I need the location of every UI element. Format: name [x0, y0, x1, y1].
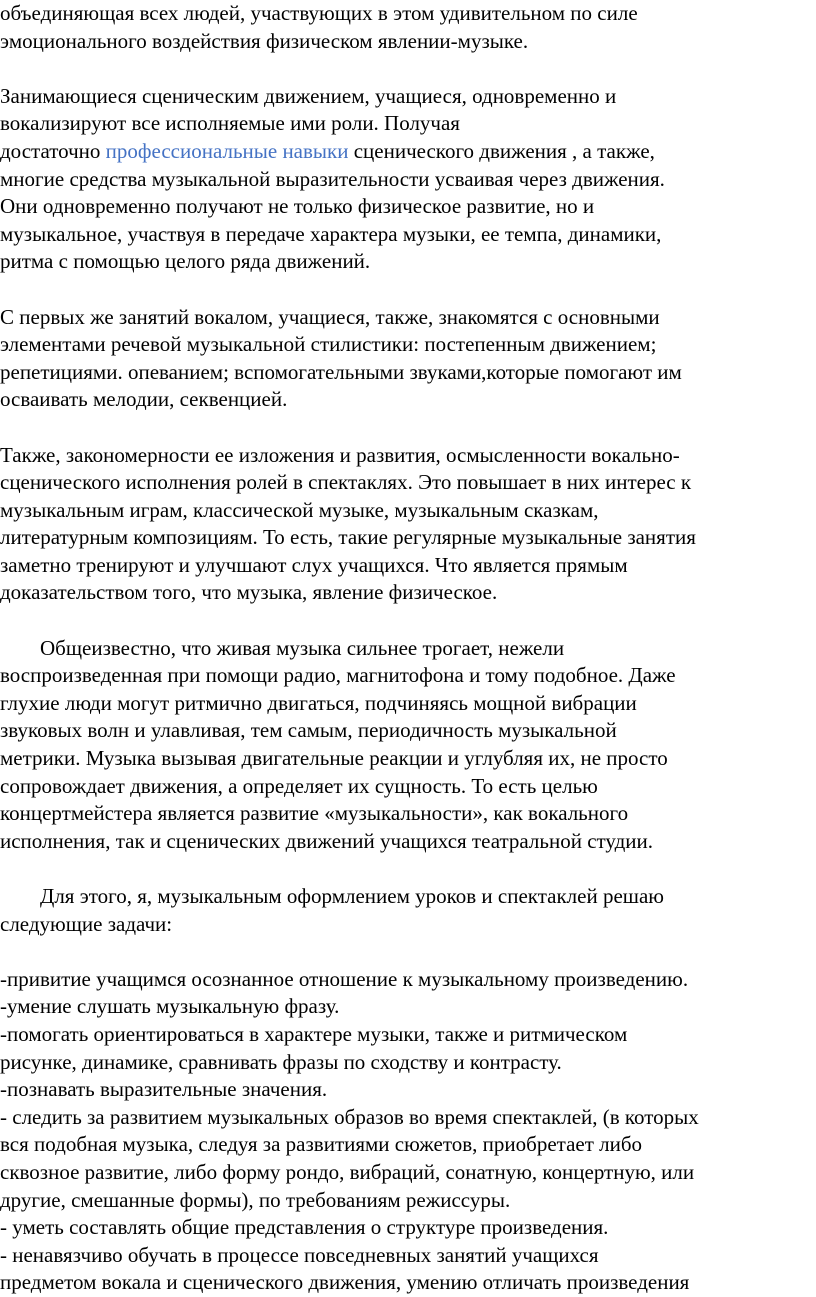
text-line: сопровождает движения, а определяет их сущность. То есть целью: [0, 773, 598, 798]
text-line: репетициями. опеванием; вспомогательными звуками,которые помогают им: [0, 359, 682, 384]
list-item-continuation: другие, смешанные формы), по требованиям режиссуры.: [0, 1187, 511, 1212]
text-line-indented: Общеизвестно, что живая музыка сильнее трогает, нежели: [40, 635, 565, 660]
text-line: элементами речевой музыкальной стилистики: постепенным движением;: [0, 332, 657, 357]
text-line: Они одновременно получают не только физическое развитие, но и: [0, 194, 595, 219]
text-line: Также, закономерности ее изложения и развития, осмысленности вокально-: [0, 442, 680, 467]
text-line: С первых же занятий вокалом, учащиеся, также, знакомятся с основными: [0, 304, 660, 329]
text-line: концертмейстера является развитие «музыкальности», как вокального: [0, 801, 629, 826]
list-item-continuation: рисунке, динамике, сравнивать фразы по сходству и контрасту.: [0, 1049, 562, 1074]
text-line: звуковых волн и улавливая, тем самым, периодичность музыкальной: [0, 718, 617, 743]
list-item: -помогать ориентироваться в характере музыки, также и ритмическом: [0, 1021, 628, 1046]
list-item-continuation: сквозное развитие, либо форму рондо, вибраций, сонатную, концертную, или: [0, 1159, 695, 1184]
paragraph-1: [0, 0, 816, 55]
text-line: исполнения, так и сценических движений учащихся театральной студии.: [0, 828, 653, 853]
text-line: музыкальное, участвуя в передаче характера музыки, ее темпа, динамики,: [0, 221, 662, 246]
paragraph-5: [0, 635, 816, 856]
link-line-prefix: достаточно: [0, 138, 106, 163]
list-item: -познавать выразительные значения.: [0, 1077, 328, 1102]
list-item: - ненавязчиво обучать в процессе повседневных занятий учащихся: [0, 1242, 599, 1267]
text-line: эмоционального воздействия физическом явлении-музыке.: [0, 28, 529, 53]
text-line: воспроизведенная при помощи радио, магнитофона и тому подобное. Даже: [0, 663, 676, 688]
list-item: -привитие учащимся осознанное отношение к музыкальному произведению.: [0, 966, 689, 991]
text-line-with-link: [0, 138, 816, 166]
text-line: заметно тренируют и улучшают слух учащихся. Что является прямым: [0, 552, 628, 577]
text-line: метрики. Музыка вызывая двигательные реакции и углубляя их, не просто: [0, 746, 668, 771]
paragraph-2: [0, 83, 816, 276]
text-line: глухие люди могут ритмично двигаться, подчиняясь мощной вибрации: [0, 690, 637, 715]
list-item: - уметь составлять общие представления о структуре произведения.: [0, 1215, 609, 1240]
text-line: Занимающиеся сценическим движением, учащиеся, одновременно и: [0, 83, 617, 108]
text-line: осваивать мелодии, секвенцией.: [0, 387, 288, 412]
list-item: - следить за развитием музыкальных образов во время спектаклей, (в которых: [0, 1104, 699, 1129]
list-item-continuation: вся подобная музыка, следуя за развитиями сюжетов, приобретает либо: [0, 1132, 643, 1157]
task-list: [0, 966, 816, 1297]
text-line: сценического исполнения ролей в спектаклях. Это повышает в них интерес к: [0, 470, 692, 495]
text-line: литературным композициям. То есть, такие регулярные музыкальные занятия: [0, 525, 696, 550]
text-line: ритма с помощью целого ряда движений.: [0, 249, 371, 274]
professional-skills-link[interactable]: профессиональные навыки: [105, 138, 349, 163]
text-line: объединяющая всех людей, участвующих в этом удивительном по силе: [0, 1, 638, 25]
text-line-indented: Для этого, я, музыкальным оформлением уроков и спектаклей решаю: [40, 884, 664, 908]
link-line-suffix: сценического движения , а также,: [348, 138, 655, 163]
text-line: доказательством того, что музыка, явление физическое.: [0, 580, 498, 605]
paragraph-6: [0, 883, 816, 938]
text-line: музыкальным играм, классической музыке, музыкальным сказкам,: [0, 497, 599, 522]
paragraph-3: [0, 304, 816, 414]
text-line: вокализируют все исполняемые ими роли. Получая: [0, 111, 460, 136]
list-item-continuation: предметом вокала и сценического движения, умению отличать произведения: [0, 1270, 690, 1295]
text-line: следующие задачи:: [0, 911, 173, 936]
text-line: многие средства музыкальной выразительности усваивая через движения.: [0, 166, 665, 191]
paragraph-4: [0, 442, 816, 608]
list-item: -умение слушать музыкальную фразу.: [0, 994, 340, 1019]
